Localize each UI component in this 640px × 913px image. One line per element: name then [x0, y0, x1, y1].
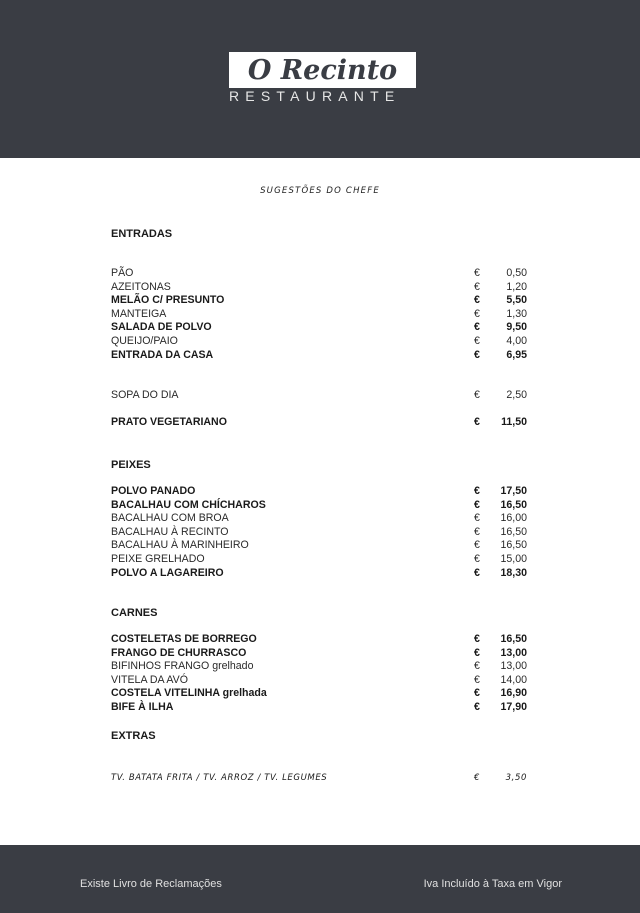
item-name: BACALHAU COM CHÍCHAROS	[111, 498, 266, 511]
item-name: BACALHAU À RECINTO	[111, 525, 229, 538]
menu-item	[111, 485, 531, 499]
item-name: MELÃO C/ PRESUNTO	[111, 294, 225, 307]
section-title-extras: EXTRAS	[111, 730, 156, 742]
menu-item	[111, 321, 531, 335]
menu-item	[111, 674, 531, 688]
extras-line	[111, 771, 531, 785]
menu-item	[111, 687, 531, 701]
menu-item	[111, 660, 531, 674]
item-price: 0,50	[506, 267, 527, 279]
item-name: MANTEIGA	[111, 307, 167, 320]
menu-item	[111, 294, 531, 308]
item-price: 1,30	[506, 307, 527, 320]
item-price: 16,00	[500, 512, 527, 525]
currency-symbol: €	[474, 566, 480, 579]
item-name: POLVO A LAGAREIRO	[111, 566, 224, 579]
menu-item	[111, 512, 531, 526]
logo-subtitle: RESTAURANTE	[229, 88, 401, 104]
logo-text: O Recinto	[247, 54, 398, 86]
item-name: BIFINHOS FRANGO grelhado	[111, 660, 254, 673]
currency-symbol: €	[474, 485, 480, 497]
item-name: COSTELETAS DE BORREGO	[111, 633, 257, 645]
currency-symbol: €	[474, 294, 480, 307]
item-name: PEIXE GRELHADO	[111, 553, 205, 565]
footer-complaints-note: Existe Livro de Reclamações	[80, 878, 222, 890]
currency-symbol: €	[474, 646, 480, 659]
item-name: POLVO PANADO	[111, 485, 196, 497]
section-title-entradas: ENTRADAS	[111, 228, 173, 240]
item-price: 9,50	[506, 321, 527, 334]
currency-symbol: €	[474, 525, 480, 538]
item-price: 17,90	[500, 701, 527, 713]
currency-symbol: €	[474, 389, 480, 401]
currency-symbol: €	[474, 553, 480, 565]
currency-symbol: €	[474, 660, 480, 673]
currency-symbol: €	[474, 633, 480, 645]
item-name: AZEITONAS	[111, 280, 171, 293]
item-name: PRATO VEGETARIANO	[111, 416, 227, 428]
item-name: BACALHAU À MARINHEIRO	[111, 539, 249, 552]
item-name: PÃO	[111, 267, 134, 279]
currency-symbol: €	[474, 307, 480, 320]
currency-symbol: €	[474, 773, 481, 783]
currency-symbol: €	[474, 335, 480, 347]
item-price: 3,50	[505, 773, 527, 783]
footer-banner	[0, 845, 640, 913]
item-name: QUEIJO/PAIO	[111, 335, 178, 347]
menu-item	[111, 281, 531, 295]
item-price: 14,00	[500, 673, 527, 686]
section-title-carnes: CARNES	[111, 607, 158, 619]
restaurant-logo	[229, 52, 416, 88]
item-name: VITELA DA AVÓ	[111, 673, 188, 686]
item-price: 13,00	[500, 646, 527, 659]
currency-symbol: €	[474, 416, 480, 428]
item-name: COSTELA VITELINHA grelhada	[111, 687, 267, 700]
item-price: 17,50	[500, 485, 527, 497]
item-price: 11,50	[501, 416, 527, 428]
item-price: 2,50	[506, 389, 527, 401]
currency-symbol: €	[474, 673, 480, 686]
section-title-peixes: PEIXES	[111, 459, 151, 471]
menu-item	[111, 647, 531, 661]
currency-symbol: €	[474, 687, 480, 700]
footer-vat-note: Iva Incluído à Taxa em Vigor	[423, 878, 562, 890]
item-name: SALADA DE POLVO	[111, 321, 212, 334]
menu-subtitle: SUGESTÕES DO CHEFE	[260, 186, 380, 196]
currency-symbol: €	[474, 701, 480, 713]
currency-symbol: €	[474, 512, 480, 525]
item-price: 5,50	[506, 294, 527, 307]
item-name: SOPA DO DIA	[111, 389, 179, 401]
item-price: 15,00	[500, 553, 527, 565]
menu-item	[111, 633, 531, 647]
currency-symbol: €	[474, 267, 480, 279]
item-price: 16,90	[500, 687, 527, 700]
menu-item-vegetariano	[111, 416, 531, 430]
menu-item	[111, 308, 531, 322]
currency-symbol: €	[474, 321, 480, 334]
item-price: 16,50	[500, 525, 527, 538]
menu-item	[111, 335, 531, 349]
item-price: 18,30	[500, 566, 527, 579]
currency-symbol: €	[474, 348, 480, 361]
item-price: 6,95	[506, 348, 527, 361]
menu-item	[111, 539, 531, 553]
item-name: BIFE À ILHA	[111, 701, 174, 713]
item-name: FRANGO DE CHURRASCO	[111, 646, 247, 659]
menu-item	[111, 567, 531, 581]
header-banner	[0, 0, 640, 158]
item-price: 16,50	[500, 633, 527, 645]
item-name: BACALHAU COM BROA	[111, 512, 229, 525]
item-name: TV. BATATA FRITA / TV. ARROZ / TV. LEGUMES	[111, 773, 328, 783]
currency-symbol: €	[474, 498, 480, 511]
menu-item-sopa	[111, 389, 531, 403]
menu-item	[111, 267, 531, 281]
menu-item	[111, 526, 531, 540]
currency-symbol: €	[474, 539, 480, 552]
item-price: 16,50	[500, 498, 527, 511]
currency-symbol: €	[474, 280, 480, 293]
menu-item	[111, 349, 531, 363]
menu-item	[111, 553, 531, 567]
menu-item	[111, 701, 531, 715]
menu-item	[111, 499, 531, 513]
item-name: ENTRADA DA CASA	[111, 348, 214, 361]
item-price: 4,00	[506, 335, 527, 347]
item-price: 13,00	[500, 660, 527, 673]
item-price: 16,50	[500, 539, 527, 552]
item-price: 1,20	[506, 280, 527, 293]
